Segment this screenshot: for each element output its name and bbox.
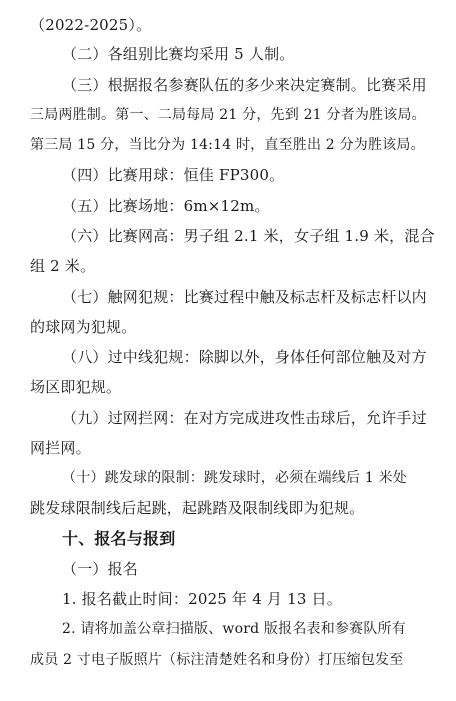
text-line-3: （三）根据报名参赛队伍的多少来决定赛制。比赛采用 [62,76,427,94]
text-line-14: （九）过网拦网：在对方完成进攻性击球后，允许手过 [62,409,427,427]
text-line-20: 1. 报名截止时间：2025 年 4 月 13 日。 [62,590,342,608]
text-line-5: 第三局 15 分，当比分为 14:14 时，直至胜出 2 分为胜该局。 [30,137,425,153]
text-line-2: （二）各组别比赛均采用 5 人制。 [62,45,295,63]
text-line-13: 场区即犯规。 [30,378,122,396]
text-line-1: （2022-2025）。 [30,16,152,34]
text-line-8: （六）比赛网高：男子组 2.1 米，女子组 1.9 米，混合 [62,227,435,245]
text-line-9: 组 2 米。 [30,257,96,275]
section-heading: 十、报名与报到 [62,529,176,548]
text-line-11: 的球网为犯规。 [30,318,137,336]
text-line-10: （七）触网犯规：比赛过程中触及标志杆及标志杆以内 [62,288,427,306]
text-line-6: （四）比赛用球：恒佳 FP300。 [62,166,285,184]
text-line-22: 成员 2 寸电子版照片（标注清楚姓名和身份）打压缩包发至 [30,652,404,668]
subsection-heading: （一）报名 [62,560,139,578]
text-line-4: 三局两胜制。第一、二局每局 21 分，先到 21 分者为胜该局。 [30,107,426,123]
text-line-7: （五）比赛场地：6m×12m。 [62,197,270,215]
text-line-16: （十）跳发球的限制：跳发球时，必须在端线后 1 米处 [62,470,408,486]
text-line-15: 网拦网。 [30,439,91,457]
text-line-12: （八）过中线犯规：除脚以外，身体任何部位触及对方 [62,348,427,366]
text-line-17: 跳发球限制线后起跳，起跳踏及限制线即为犯规。 [30,499,365,517]
text-line-21: 2. 请将加盖公章扫描版、word 版报名表和参赛队所有 [62,621,406,637]
